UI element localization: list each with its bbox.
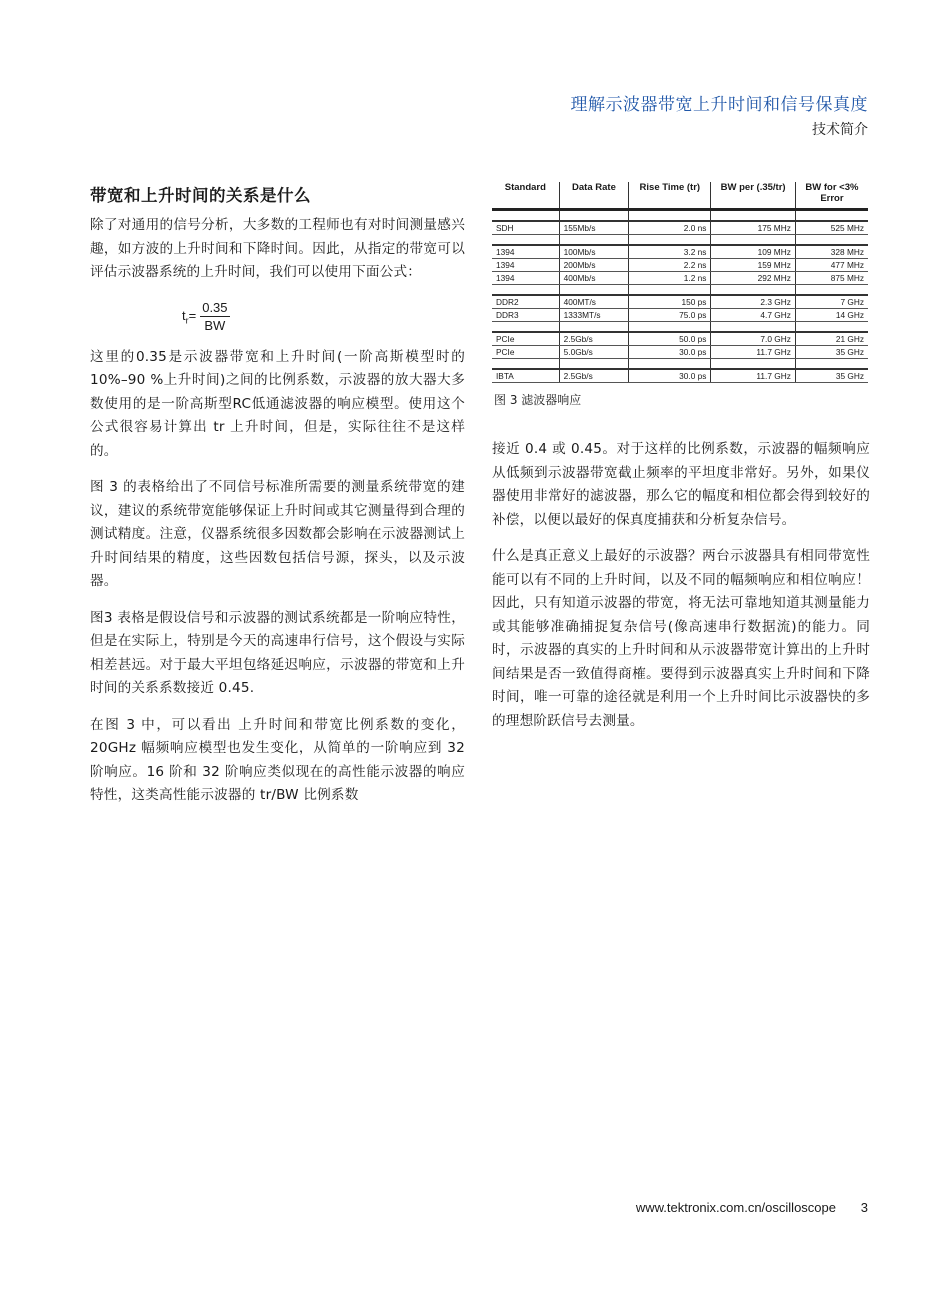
cell: PCIe <box>492 332 559 346</box>
cell: 155Mb/s <box>559 221 629 235</box>
cell: SDH <box>492 221 559 235</box>
formula-variable: t <box>182 307 186 323</box>
cell: 75.0 ps <box>629 309 711 322</box>
table-row <box>492 295 868 309</box>
table-header-row <box>492 182 868 210</box>
table-row <box>492 245 868 259</box>
page-number: 3 <box>860 1200 868 1215</box>
formula-fraction <box>200 300 229 333</box>
formula-denominator: BW <box>204 318 226 333</box>
header-bw-for: BW for <3% Error <box>795 182 868 210</box>
cell: 30.0 ps <box>629 369 711 383</box>
table-spacer <box>492 210 868 222</box>
footer-url: www.tektronix.com.cn/oscilloscope <box>635 1200 836 1215</box>
header-standard: Standard <box>492 182 559 210</box>
cell: 2.0 ns <box>629 221 711 235</box>
cell: IBTA <box>492 369 559 383</box>
paragraph-continuation: 接近 0.4 或 0.45。对于这样的比例系数，示波器的幅频响应从低频到示波器带宽截止频率的平坦度非常好。另外，如果仪器使用非常好的滤波器，那么它的幅度和相位都会得到较好的补偿，以便以最好的保真度捕获和分析复杂信号。 <box>492 441 870 528</box>
header-bw-per: BW per (.35/tr) <box>711 182 795 210</box>
figure-caption: 图 3 滤波器响应 <box>494 393 582 407</box>
cell: 2.2 ns <box>629 259 711 272</box>
cell: 35 GHz <box>795 346 868 359</box>
cell: 328 MHz <box>795 245 868 259</box>
cell: DDR3 <box>492 309 559 322</box>
cell: 875 MHz <box>795 272 868 285</box>
cell: 1.2 ns <box>629 272 711 285</box>
cell: 400Mb/s <box>559 272 629 285</box>
cell: 14 GHz <box>795 309 868 322</box>
table-row <box>492 346 868 359</box>
cell: 400MT/s <box>559 295 629 309</box>
cell: 200Mb/s <box>559 259 629 272</box>
cell: 30.0 ps <box>629 346 711 359</box>
cell: 175 MHz <box>711 221 795 235</box>
rise-time-formula <box>182 298 465 336</box>
cell: 35 GHz <box>795 369 868 383</box>
cell: 11.7 GHz <box>711 346 795 359</box>
paragraph-best-oscilloscope: 什么是真正意义上最好的示波器？两台示波器具有相同带宽性能可以有不同的上升时间，以及不同的幅频响应和相位响应！因此，只有知道示波器的带宽，将无法可靠地知道其测量能力或其能够准确捕捉复杂信号(像高速串行数据流)的能力。同时，示波器的真实的上升时间和从示波器带宽计算出的上升时间结果是否一致值得商榷。要得到示波器真实上升时间和下降时间，唯一可靠的途径就是利用一个上升时间比示波器快的多的理想阶跃信号去测量。 <box>492 548 870 729</box>
formula-numerator: 0.35 <box>202 300 228 315</box>
cell: 2.5Gb/s <box>559 332 629 346</box>
cell: 3.2 ns <box>629 245 711 259</box>
cell: DDR2 <box>492 295 559 309</box>
cell: 1394 <box>492 272 559 285</box>
header-data-rate: Data Rate <box>559 182 629 210</box>
cell: 21 GHz <box>795 332 868 346</box>
cell: 1394 <box>492 245 559 259</box>
header-rise-time: Rise Time (tr) <box>629 182 711 210</box>
cell: 159 MHz <box>711 259 795 272</box>
right-column <box>492 182 870 746</box>
cell: 11.7 GHz <box>711 369 795 383</box>
section-heading: 带宽和上升时间的关系是什么 <box>90 186 311 205</box>
cell: 7 GHz <box>795 295 868 309</box>
table-row <box>492 309 868 322</box>
cell: 477 MHz <box>795 259 868 272</box>
paragraph-assumption: 图3 表格是假设信号和示波器的测试系统都是一阶响应特性，但是在实际上，特别是今天的高速串行信号，这个假设与实际相差甚远。对于最大平坦包络延迟响应，示波器的带宽和上升时间的关系系数接近 0.45. <box>90 609 465 696</box>
cell: 50.0 ps <box>629 332 711 346</box>
cell: 292 MHz <box>711 272 795 285</box>
cell: 7.0 GHz <box>711 332 795 346</box>
cell: 2.5Gb/s <box>559 369 629 383</box>
table-row <box>492 332 868 346</box>
table-row <box>492 272 868 285</box>
cell: 150 ps <box>629 295 711 309</box>
cell: 100Mb/s <box>559 245 629 259</box>
left-column <box>90 182 465 821</box>
figure-3 <box>492 182 870 408</box>
cell: 109 MHz <box>711 245 795 259</box>
cell: 2.3 GHz <box>711 295 795 309</box>
table-row <box>492 369 868 383</box>
formula-subscript: r <box>185 315 189 326</box>
cell: 1394 <box>492 259 559 272</box>
bandwidth-table <box>492 182 868 383</box>
cell: 1333MT/s <box>559 309 629 322</box>
table-spacer <box>492 285 868 296</box>
cell: 525 MHz <box>795 221 868 235</box>
table-row <box>492 221 868 235</box>
table-spacer <box>492 322 868 333</box>
paragraph-intro: 除了对通用的信号分析，大多数的工程师也有对时间测量感兴趣，如方波的上升时间和下降时间。因此，从指定的带宽可以评估示波器系统的上升时间，我们可以使用下面公式： <box>90 217 465 280</box>
formula-equals: = <box>188 307 197 323</box>
formula-lhs <box>182 308 196 326</box>
cell: 5.0Gb/s <box>559 346 629 359</box>
paragraph-coefficient: 这里的0.35是示波器带宽和上升时间(一阶高斯模型时的 10%–90 %上升时间)之间的比例系数，示波器的放大器大多数使用的是一阶高斯型RC低通滤波器的响应模型。使用这个公式很容易计算出 tr 上升时间，但是，实际往往不是这样的。 <box>90 348 465 459</box>
paragraph-response: 在图 3 中，可以看出 上升时间和带宽比例系数的变化，20GHz 幅频响应模型也发生变化，从简单的一阶响应到 32 阶响应。16 阶和 32 阶响应类似现在的高性能示波器的响应特性，这类高性能示波器的 tr/BW 比例系数 <box>90 716 465 803</box>
cell: 4.7 GHz <box>711 309 795 322</box>
table-spacer <box>492 235 868 246</box>
table-spacer <box>492 359 868 370</box>
paragraph-figure-intro: 图 3 的表格给出了不同信号标准所需要的测量系统带宽的建议，建议的系统带宽能够保证上升时间或其它测量得到合理的测试精度。注意，仪器系统很多因数都会影响在示波器测试上升时间结果的精度，这些因数包括信号源，探头，以及示波器。 <box>90 479 465 589</box>
cell: PCIe <box>492 346 559 359</box>
document-subtitle: 技术简介 <box>812 122 868 138</box>
document-title: 理解示波器带宽上升时间和信号保真度 <box>570 95 868 115</box>
table-row <box>492 259 868 272</box>
